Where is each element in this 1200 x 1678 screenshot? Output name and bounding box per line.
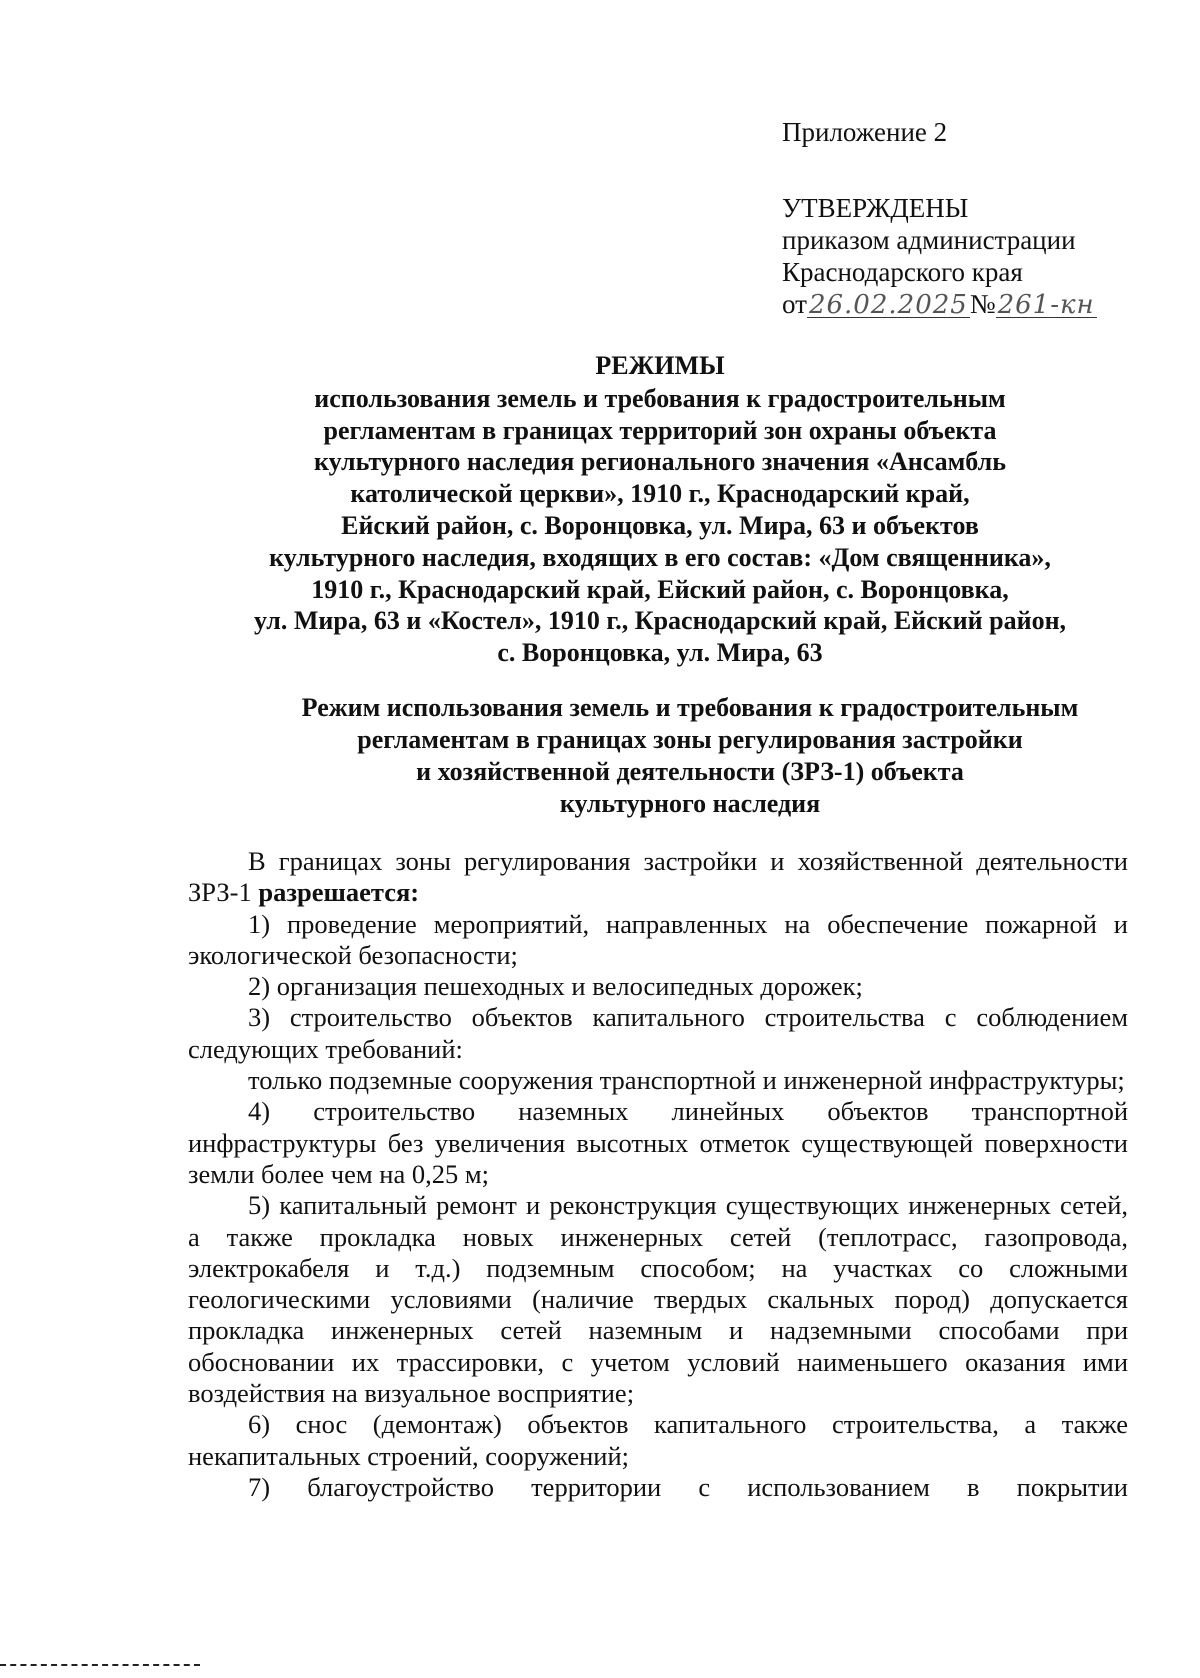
intro-bold: разрешается: (258, 877, 420, 908)
list-item: 5) капитальный ремонт и реконструкция существующих инженерных сетей, а также прокладка новых инженерных сетей (теплотрасс, газопровода, электрокабеля и т.д.) подземным способом; на участках со сложными геологическими условиями (наличие твердых скальных пород) допускается прокладка инженерных сетей наземным и надземными способами при обосновании их трассировки, с учетом условий наименьшего оказания ими воздействия на визуальное восприятие; (188, 1190, 1128, 1409)
section-heading-line: и хозяйственной деятельности (ЗРЗ-1) объекта (416, 757, 964, 786)
handwritten-date: 26.02.2025 (808, 290, 968, 320)
number-sign: № (969, 289, 996, 319)
list-item: 7) благоустройство территории с использованием в покрытии (248, 1471, 1128, 1502)
title-line: Ейский район, с. Воронцовка, ул. Мира, 63 и объектов (341, 510, 979, 540)
section-heading (270, 692, 1110, 820)
title-line: с. Воронцовка, ул. Мира, 63 (497, 638, 823, 668)
approval-block (782, 116, 1097, 320)
from-prefix: от (782, 289, 807, 319)
title-line: культурного наследия, входящих в его состав: «Дом священника», (269, 542, 1051, 572)
footer-divider (0, 1664, 200, 1666)
date-number-line (782, 288, 1097, 320)
list-item: 6) снос (демонтаж) объектов капитального строительства, а также некапитальных строений, сооружений; (188, 1409, 1128, 1471)
handwritten-number: 261-кн (997, 290, 1095, 320)
approved-label: УТВЕРЖДЕНЫ (782, 193, 969, 223)
title-line: регламентам в границах территорий зон охраны объекта (323, 415, 997, 445)
title-heading: РЕЖИМЫ (595, 351, 725, 380)
list-item: 2) организация пешеходных и велосипедных дорожек; (248, 971, 863, 1002)
body-text (188, 846, 1128, 1503)
title-line: культурного наследия регионального значения «Ансамбль (314, 447, 1006, 477)
intro-text: В границах зоны регулирования застройки и хозяйственной деятельности ЗРЗ-1 (188, 846, 1128, 908)
title-line: 1910 г., Краснодарский край, Ейский район, с. Воронцовка, (311, 574, 1009, 604)
appendix-label: Приложение 2 (782, 117, 948, 147)
section-heading-line: культурного наследия (559, 789, 821, 818)
title-line: католической церкви», 1910 г., Краснодарский край, (350, 479, 970, 509)
authority-line: Краснодарского края (782, 257, 1023, 287)
title-line: использования земель и требования к градостроительным (314, 383, 1006, 413)
intro-paragraph (188, 846, 1128, 909)
section-heading-line: регламентам в границах зоны регулирования застройки (357, 725, 1023, 754)
list-item: 4) строительство наземных линейных объектов транспортной инфраструктуры без увеличения высотных отметок существующей поверхности земли более чем на 0,25 м; (188, 1096, 1128, 1189)
document-title (180, 350, 1140, 669)
list-item: 3) строительство объектов капитального строительства с соблюдением следующих требований: (188, 1002, 1128, 1064)
section-heading-line: Режим использования земель и требования к градостроительным (301, 693, 1079, 722)
list-item: 1) проведение мероприятий, направленных на обеспечение пожарной и экологической безопасности; (188, 908, 1128, 970)
order-line: приказом администрации (782, 225, 1076, 255)
title-line: ул. Мира, 63 и «Костел», 1910 г., Краснодарский край, Ейский район, (253, 606, 1067, 636)
list-item: только подземные сооружения транспортной и инженерной инфраструктуры; (248, 1065, 1125, 1096)
